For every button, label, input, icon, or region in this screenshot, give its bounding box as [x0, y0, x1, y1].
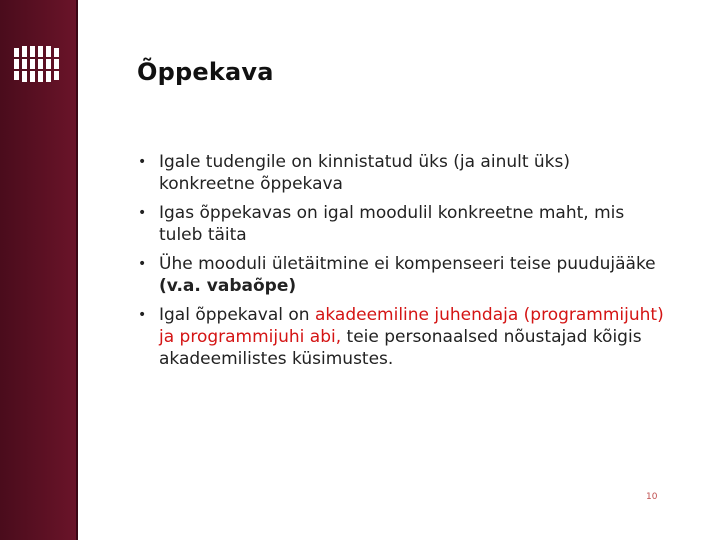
bullet-dot-icon: •: [138, 205, 147, 221]
sidebar-edge: [76, 0, 78, 540]
bullet-dot-icon: •: [138, 256, 147, 272]
bullet-text-segment: akadeemiline juhendaja (programmijuht) ja programmijuhi abi,: [159, 305, 664, 347]
bullet-text-segment: Igale tudengile on kinnistatud üks (ja ainult üks) konkreetne õppekava: [159, 152, 571, 194]
bullet-item: [137, 304, 667, 370]
bullet-item: [137, 151, 667, 195]
bullet-dot-icon: •: [138, 154, 147, 170]
bullet-item: [137, 253, 667, 297]
university-logo-icon: [12, 46, 60, 82]
bullet-text-segment: Igas õppekavas on igal moodulil konkreetne maht, mis tuleb täita: [159, 203, 625, 245]
bullet-dot-icon: •: [138, 307, 147, 323]
bullet-text-segment: (v.a. vabaõpe): [159, 276, 297, 296]
bullet-text-segment: Ühe mooduli ületäitmine ei kompenseeri teise puudujääke: [159, 254, 656, 274]
page-number: 10: [646, 492, 658, 502]
bullet-item: [137, 202, 667, 246]
slide-title: Õppekava: [137, 58, 274, 86]
bullet-text-segment: teie personaalsed nõustajad kõigis akadeemilistes küsimustes.: [159, 327, 642, 369]
bullet-text-segment: Igal õppekaval on: [159, 305, 315, 325]
bullet-list: [137, 151, 667, 377]
